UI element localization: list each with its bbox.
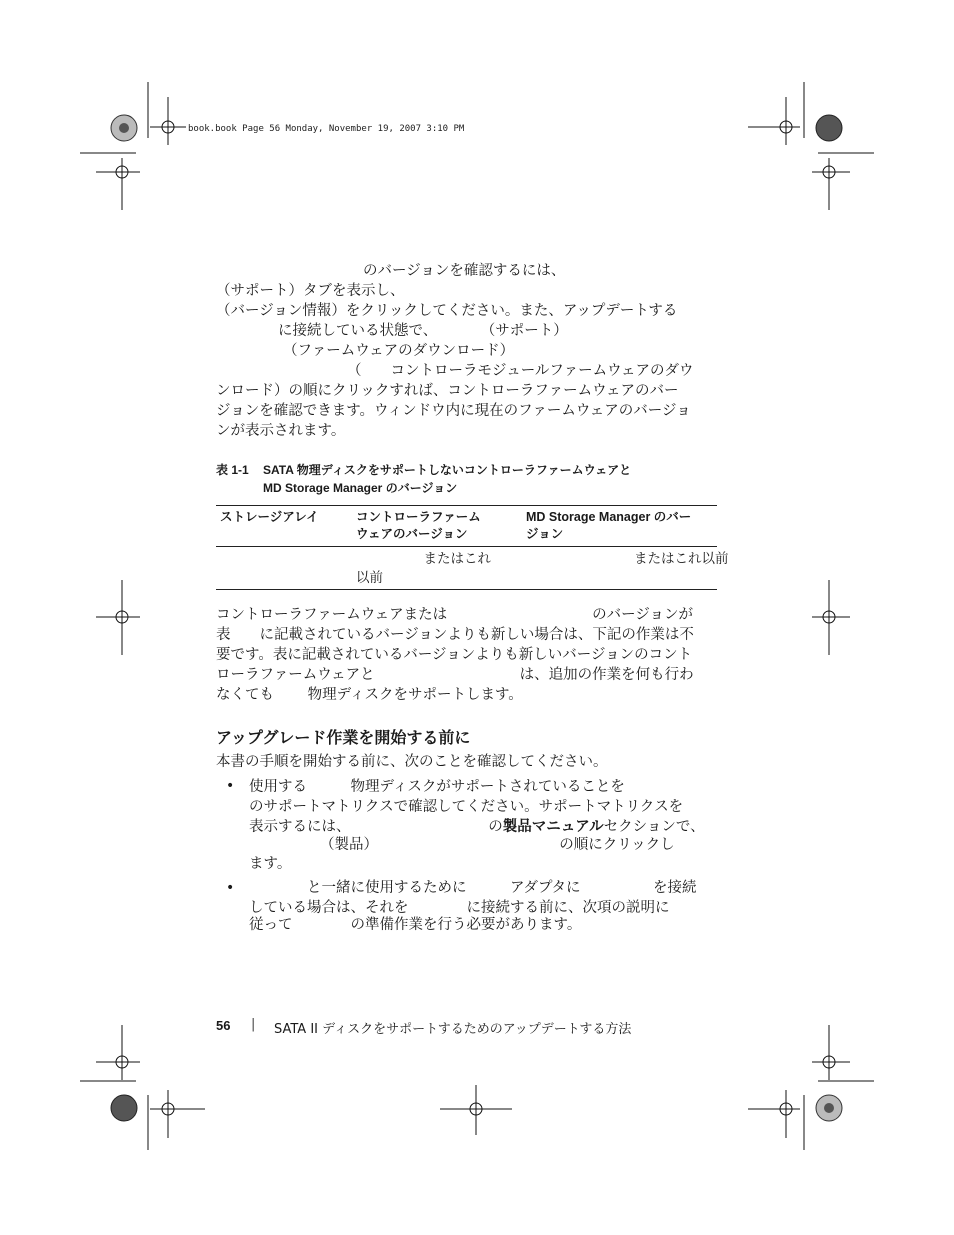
bullet-1-line-4: （製品） の順にクリックし xyxy=(320,837,675,853)
table-header-storage-array: ストレージアレイ xyxy=(220,510,319,524)
after-table-line-4: ローラファームウェアと は、追加の作業を何も行わ xyxy=(216,667,694,683)
table-caption-label: 表 1-1 xyxy=(216,463,249,477)
table-caption-line-2: MD Storage Manager のバージョン xyxy=(263,481,458,495)
intro-line-5: （ファームウェアのダウンロード） xyxy=(283,343,515,359)
after-table-line-2: 表 に記載されているバージョンよりも新しい場合は、下記の作業は不 xyxy=(216,627,694,643)
print-info-header: book.book Page 56 Monday, November 19, 2007 3:10 PM xyxy=(188,124,465,134)
table-header-msm-version: MD Storage Manager のバー ジョン xyxy=(526,510,692,541)
after-table-line-1: コントローラファームウェアまたは のバージョンが xyxy=(216,607,694,623)
intro-line-3: （バージョン情報）をクリックしてください。また、アップデートする xyxy=(216,303,678,319)
footer-separator: | xyxy=(251,1017,256,1032)
intro-line-8: ジョンを確認できます。ウィンドウ内に現在のファームウェアのバージョ xyxy=(216,403,691,419)
table-cell-firmware-version: またはこれ 以前 xyxy=(356,551,491,586)
table-header-rule xyxy=(216,546,717,547)
intro-line-7: ンロード）の順にクリックすれば、コントローラファームウェアのバー xyxy=(216,383,679,399)
bullet-1-line-2: のサポートマトリクスで確認してください。サポートマトリクスを xyxy=(249,799,684,815)
bullet-1-line-3 xyxy=(249,817,705,837)
table-bottom-rule xyxy=(216,589,717,590)
table-top-rule xyxy=(216,505,717,506)
bullet-marker-1: • xyxy=(226,778,235,794)
intro-line-4: に接続している状態で、 （サポート） xyxy=(278,323,568,339)
bullet-1-line-3-pre: 表示するには、 の xyxy=(249,819,503,835)
bullet-1-line-5: ます。 xyxy=(249,856,292,872)
footer-chapter-title: SATA II ディスクをサポートするためのアップデートする方法 xyxy=(274,1022,632,1037)
bullet-2-line-1: と一緒に使用するために アダプタに を接続 xyxy=(249,880,697,896)
after-table-line-3: 要です。表に記載されているバージョンよりも新しいバージョンのコント xyxy=(216,647,693,663)
intro-line-1: のバージョンを確認するには、 xyxy=(363,263,566,279)
section-intro: 本書の手順を開始する前に、次のことを確認してください。 xyxy=(216,754,608,770)
bullet-2-line-3: 従って の準備作業を行う必要があります。 xyxy=(249,917,582,933)
intro-line-2: （サポート）タブを表示し、 xyxy=(216,283,405,299)
table-header-firmware-version: コントローラファーム ウェアのバージョン xyxy=(356,510,481,541)
table-cell-msm-version: またはこれ以前 xyxy=(526,551,729,567)
product-manual-emphasis: 製品マニュアル xyxy=(502,819,604,835)
intro-line-6: （ コントローラモジュールファームウェアのダウ xyxy=(347,363,694,379)
page-number: 56 xyxy=(216,1018,231,1033)
after-table-line-5: なくても 物理ディスクをサポートします。 xyxy=(216,687,523,703)
table-caption-line-1: SATA 物理ディスクをサポートしないコントローラファームウェアと xyxy=(263,463,632,477)
bullet-2-line-2: している場合は、それを に接続する前に、次項の説明に xyxy=(249,900,670,916)
section-heading: アップグレード作業を開始する前に xyxy=(216,728,471,747)
bullet-marker-2: • xyxy=(226,880,235,896)
intro-line-9: ンが表示されます。 xyxy=(216,423,346,439)
bullet-1-line-3-post: セクションで、 xyxy=(603,819,705,835)
bullet-1-line-1: 使用する 物理ディスクがサポートされていることを xyxy=(249,779,625,795)
